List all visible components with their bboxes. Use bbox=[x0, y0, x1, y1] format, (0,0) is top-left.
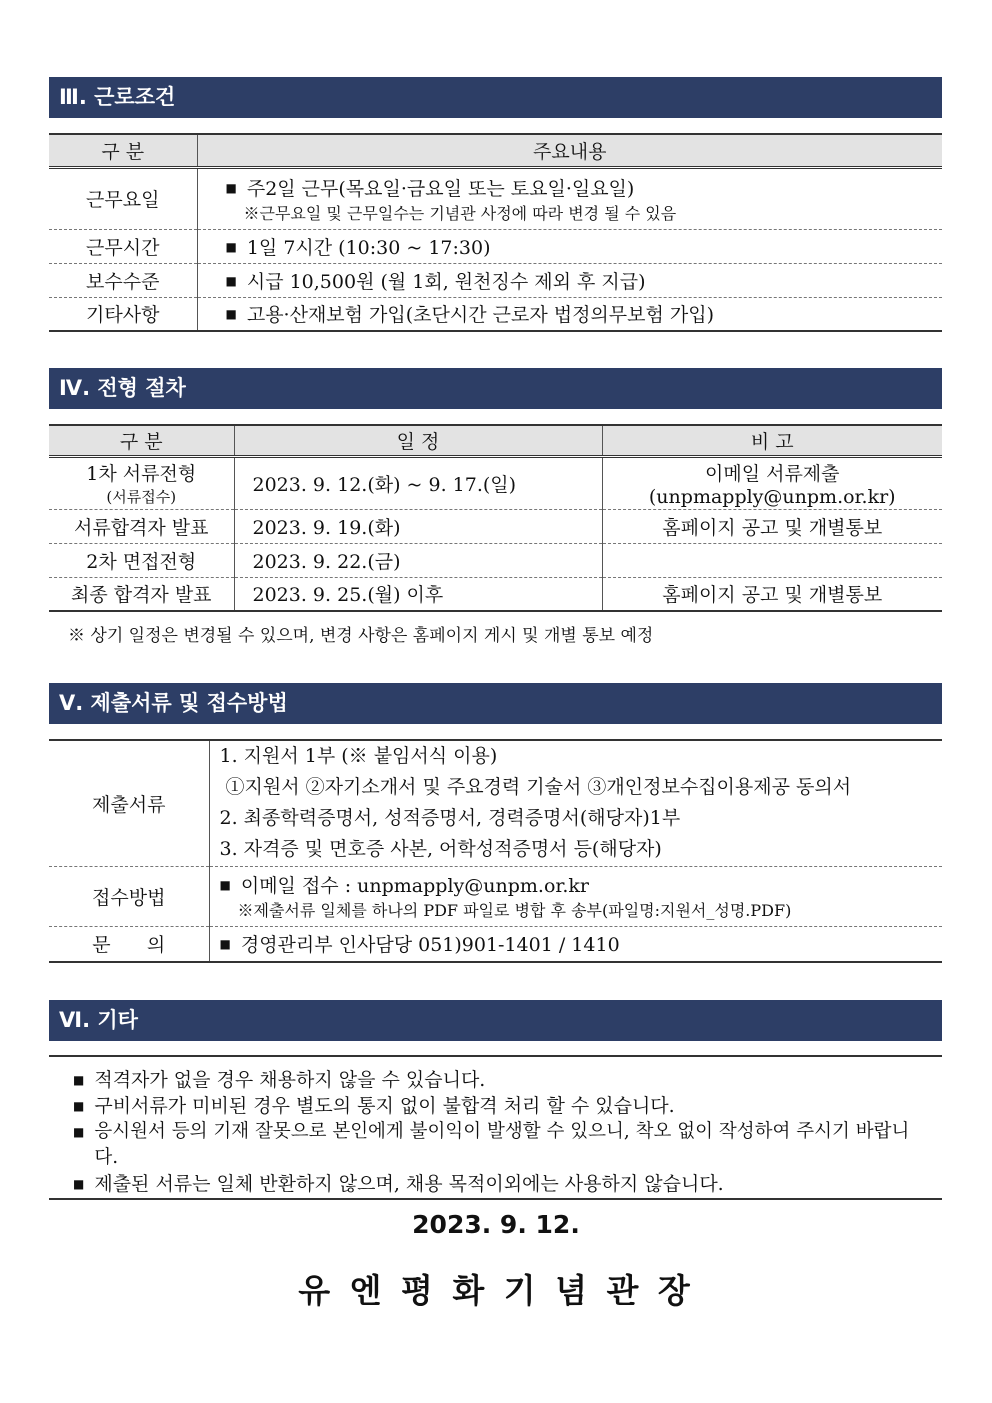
step-name: 1차 서류전형 bbox=[86, 463, 197, 485]
bullet-icon: ■ bbox=[225, 239, 237, 254]
table-row bbox=[49, 543, 942, 577]
list-item: ■ 제출된 서류는 일체 반환하지 않으며, 채용 목적이외에는 사용하지 않습니다. bbox=[73, 1173, 724, 1195]
selection-process-table bbox=[49, 424, 942, 612]
row-label: 보수수준 bbox=[49, 263, 197, 297]
table-row bbox=[49, 577, 942, 611]
document-date: 2023. 9. 12. bbox=[412, 1210, 580, 1239]
step-name: 최종 합격자 발표 bbox=[49, 577, 234, 611]
method-label: 접수방법 bbox=[49, 866, 209, 926]
doc-item: 1. 지원서 1부 (※ 붙임서식 이용) bbox=[219, 745, 498, 768]
table-row bbox=[49, 866, 942, 926]
bullet-icon: ■ bbox=[73, 1099, 85, 1113]
step-name: 2차 면접전형 bbox=[49, 543, 234, 577]
bullet-icon: ■ bbox=[219, 878, 231, 892]
col-header-date: 일 정 bbox=[234, 425, 602, 456]
step-date: 2023. 9. 22.(금) bbox=[234, 543, 602, 577]
step-date: 2023. 9. 25.(월) 이후 bbox=[234, 577, 602, 611]
bullet-icon: ■ bbox=[225, 180, 237, 195]
bullet-icon: ■ bbox=[73, 1125, 85, 1139]
table-row bbox=[49, 456, 942, 509]
row-label: 근무요일 bbox=[49, 167, 197, 229]
step-name: 서류합격자 발표 bbox=[49, 509, 234, 543]
table-row bbox=[49, 297, 942, 331]
contact-value: 경영관리부 인사담당 051)901-1401 / 1410 bbox=[240, 934, 620, 957]
table-row bbox=[49, 509, 942, 543]
method-value: 이메일 접수 : unpmapply@unpm.or.kr bbox=[240, 875, 590, 897]
step-email: (unpmapply@unpm.or.kr) bbox=[648, 485, 896, 508]
step-note: 홈페이지 공고 및 개별통보 bbox=[602, 577, 942, 611]
contact-label: 문 의 bbox=[49, 926, 209, 962]
step-date: 2023. 9. 19.(화) bbox=[234, 509, 602, 543]
table-row bbox=[49, 926, 942, 962]
row-value: 고용·산재보험 가입(초단시간 근로자 법정의무보험 가입) bbox=[246, 304, 715, 327]
col-header-note: 비 고 bbox=[602, 425, 942, 456]
doc-item: 2. 최종학력증명서, 성적증명서, 경력증명서(해당자)1부 bbox=[219, 807, 681, 830]
row-value: 1일 7시간 (10:30 ~ 17:30) bbox=[246, 236, 491, 259]
bullet-icon: ■ bbox=[73, 1073, 85, 1087]
work-conditions-table bbox=[49, 133, 942, 332]
col-header-category: 구 분 bbox=[49, 134, 197, 167]
row-note: ※근무요일 및 근무일수는 기념관 사정에 따라 변경 될 수 있음 bbox=[243, 203, 677, 223]
bullet-icon: ■ bbox=[225, 273, 237, 288]
step-sub: (서류접수) bbox=[106, 488, 177, 506]
step-note bbox=[602, 543, 942, 577]
step-note: 홈페이지 공고 및 개별통보 bbox=[602, 509, 942, 543]
bullet-icon: ■ bbox=[225, 307, 237, 322]
section-5-title: Ⅴ. 제출서류 및 접수방법 bbox=[49, 683, 942, 724]
col-header-content: 주요내용 bbox=[197, 134, 942, 167]
table-row bbox=[49, 740, 942, 866]
doc-item: ①지원서 ②자기소개서 및 주요경력 기술서 ③개인정보수집이용제공 동의서 bbox=[219, 776, 852, 799]
section-4-title: Ⅳ. 전형 절차 bbox=[49, 368, 942, 409]
row-label: 근무시간 bbox=[49, 229, 197, 263]
table-row bbox=[49, 229, 942, 263]
list-item: ■ 응시원서 등의 기재 잘못으로 본인에게 불이익이 발생할 수 있으니, 착오 없이 작성하여 주시기 바랍니다. bbox=[73, 1119, 932, 1171]
table-row bbox=[49, 167, 942, 229]
col-header-step: 구 분 bbox=[49, 425, 234, 456]
misc-list bbox=[49, 1055, 942, 1200]
bullet-icon: ■ bbox=[219, 937, 231, 952]
organization-name: 유 엔 평 화 기 념 관 장 bbox=[298, 1271, 694, 1310]
step-date: 2023. 9. 12.(화) ~ 9. 17.(일) bbox=[234, 456, 602, 509]
list-item: ■ 구비서류가 미비된 경우 별도의 통지 없이 불합격 처리 할 수 있습니다. bbox=[73, 1095, 675, 1117]
row-label: 기타사항 bbox=[49, 297, 197, 331]
row-value: 주2일 근무(목요일·금요일 또는 토요일·일요일) bbox=[246, 177, 635, 200]
docs-label: 제출서류 bbox=[49, 740, 209, 866]
method-note: ※제출서류 일체를 하나의 PDF 파일로 병합 후 송부(파일명:지원서_성명.PDF) bbox=[237, 901, 792, 920]
submission-table bbox=[49, 739, 942, 963]
schedule-footnote: ※ 상기 일정은 변경될 수 있으며, 변경 사항은 홈페이지 게시 및 개별 통보 예정 bbox=[68, 626, 654, 646]
bullet-icon: ■ bbox=[73, 1177, 85, 1191]
row-value: 시급 10,500원 (월 1회, 원천징수 제외 후 지급) bbox=[246, 270, 646, 293]
step-note: 이메일 서류제출 bbox=[704, 462, 840, 485]
list-item: ■ 적격자가 없을 경우 채용하지 않을 수 있습니다. bbox=[73, 1069, 486, 1091]
section-6-title: Ⅵ. 기타 bbox=[49, 1000, 942, 1041]
section-3-title: Ⅲ. 근로조건 bbox=[49, 77, 942, 118]
doc-item: 3. 자격증 및 면호증 사본, 어학성적증명서 등(해당자) bbox=[219, 838, 662, 861]
table-row bbox=[49, 263, 942, 297]
